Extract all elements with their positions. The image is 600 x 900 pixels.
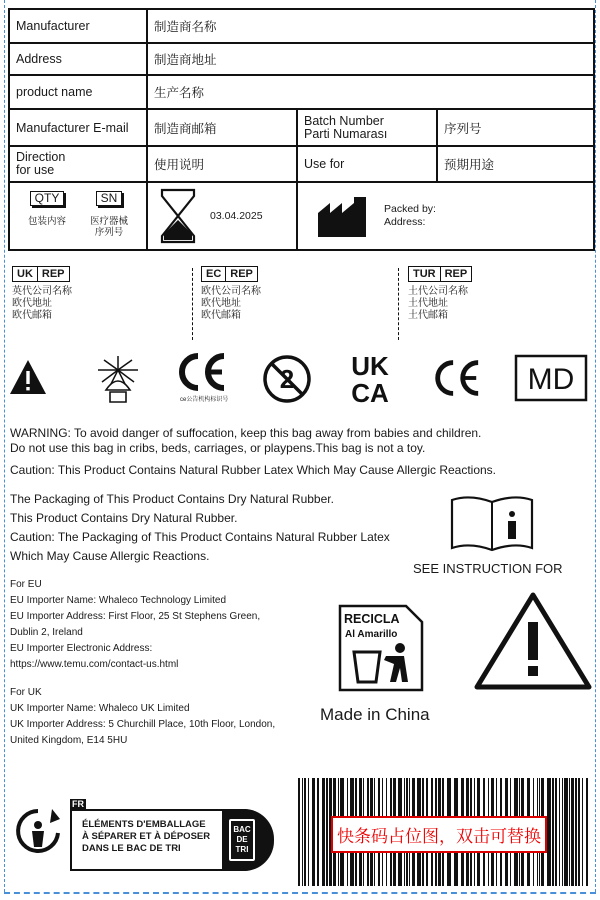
expiry-cell <box>147 182 297 250</box>
sn-caption-2: 序列号 <box>94 227 124 238</box>
sn-caption-1: 医疗器械 <box>89 216 128 227</box>
dry-rubber-line-1: The Packaging of This Product Contains Dry Natural Rubber. <box>10 492 334 506</box>
rep-divider <box>398 268 399 340</box>
triman-icon <box>12 805 64 857</box>
packed-address: Address: <box>384 216 426 228</box>
eu-importer-address-1: EU Importer Address: First Floor, 25 St Stephens Green, <box>10 611 261 622</box>
keep-away-from-sunlight-icon <box>90 352 146 404</box>
packer-cell <box>297 182 594 250</box>
barcode-bar <box>312 778 315 886</box>
tur-rep-line: 土代地址 <box>408 298 448 309</box>
use-for-label: Use for <box>297 146 437 182</box>
ec-rep-line: 欧代公司名称 <box>201 286 261 297</box>
barcode-bar <box>326 778 328 886</box>
uk-importer-block <box>10 685 275 749</box>
svg-text:Al Amarillo: Al Amarillo <box>345 629 398 640</box>
email-value: 制造商邮箱 <box>147 109 297 146</box>
uk-rep-line: 英代公司名称 <box>12 286 72 297</box>
batch-label-en: Batch Number <box>304 113 384 128</box>
packed-by: Packed by: <box>384 203 436 215</box>
dry-rubber-line-3: Caution: The Packaging of This Product Contains Natural Rubber Latex <box>10 530 390 544</box>
see-instruction-caption: SEE INSTRUCTION FOR <box>413 561 563 576</box>
uk-importer-heading: For UK <box>10 687 42 698</box>
product-name-value: 生产名称 <box>147 75 594 109</box>
email-label: Manufacturer E-mail <box>9 109 147 146</box>
manufacturer-label: Manufacturer <box>9 9 147 43</box>
address-label: Address <box>9 43 147 75</box>
barcode-bar <box>559 778 560 886</box>
barcode-bar <box>308 778 309 886</box>
dry-rubber-line-4: Which May Cause Allergic Reactions. <box>10 549 210 563</box>
tur-rep-block <box>408 266 472 322</box>
ce-notified-body-caption: ce公告机构标识号 <box>180 397 229 403</box>
svg-text:2: 2 <box>279 364 295 394</box>
product-name-label: product name <box>9 75 147 109</box>
barcode-bar <box>555 778 557 886</box>
uk-importer-address-2: United Kingdom, E14 5HU <box>10 735 128 746</box>
barcode-bar <box>571 778 574 886</box>
sn-symbol-group <box>90 191 128 247</box>
uk-rep-block <box>12 266 72 322</box>
suffocation-line-1: WARNING: To avoid danger of suffocation, keep this bag away from babies and children. <box>10 426 482 440</box>
suffocation-warning <box>10 426 481 456</box>
address-value: 制造商地址 <box>147 43 594 75</box>
svg-text:MD: MD <box>527 363 575 396</box>
eu-importer-url: https://www.temu.com/contact-us.html <box>10 659 179 670</box>
barcode-bar <box>586 778 588 886</box>
manufacturer-info-table <box>8 8 595 251</box>
barcode-bar <box>564 778 568 886</box>
svg-text:RECICLA: RECICLA <box>344 612 400 626</box>
do-not-reuse-icon <box>262 354 312 404</box>
ec-rep-line: 欧代地址 <box>201 298 241 309</box>
ce-mark-icon <box>174 350 228 394</box>
caution-triangle-icon <box>8 358 48 396</box>
sorting-bin-icon: BAC DE TRI <box>229 819 255 861</box>
direction-label-line1: Direction <box>16 150 66 164</box>
made-in-label: Made in China <box>320 705 430 724</box>
svg-text:UK: UK <box>351 352 389 381</box>
sorting-bin-panel <box>222 809 274 871</box>
hourglass-icon <box>160 188 196 244</box>
direction-label-line2: for use <box>16 163 55 177</box>
ec-rep-badge: EC REP <box>201 266 258 282</box>
barcode-bar <box>322 778 325 886</box>
ec-rep-line: 欧代邮箱 <box>201 310 241 321</box>
dry-rubber-notice <box>10 490 390 566</box>
qty-symbol: QTY <box>30 191 65 206</box>
latex-caution: Caution: This Product Contains Natural Rubber Latex Which May Cause Allergic Reactions. <box>10 463 497 477</box>
cut-line-bottom <box>4 892 596 894</box>
info-tri-line-3: DANS LE BAC DE TRI <box>82 843 181 854</box>
eu-importer-address-2: Dublin 2, Ireland <box>10 627 83 638</box>
regulatory-symbols-row <box>8 350 593 408</box>
info-tri-line-2: À SÉPARER ET À DÉPOSER <box>82 831 211 842</box>
qty-caption: 包装内容 <box>27 216 66 227</box>
instructions-book-icon <box>448 492 536 554</box>
batch-number-label <box>297 109 437 146</box>
direction-value: 使用说明 <box>147 146 297 182</box>
medical-device-icon <box>514 354 588 402</box>
barcode-bar <box>304 778 306 886</box>
rep-divider <box>192 268 193 340</box>
barcode-bar <box>582 778 583 886</box>
batch-label-tr: Parti Numarası <box>304 126 388 141</box>
fr-country-badge: FR <box>72 799 84 809</box>
barcode-bar <box>552 778 554 886</box>
eu-importer-block <box>10 577 260 673</box>
tur-rep-badge: TUR REP <box>408 266 472 282</box>
uk-rep-line: 欧代邮箱 <box>12 310 52 321</box>
barcode-placeholder-label[interactable]: 快条码占位图，双击可替换 <box>331 816 547 853</box>
barcode-bar <box>547 778 551 886</box>
manufacturer-factory-icon <box>318 195 374 237</box>
tur-rep-line: 土代邮箱 <box>408 310 448 321</box>
manufacturer-value: 制造商名称 <box>147 9 594 43</box>
batch-number-value: 序列号 <box>437 109 594 146</box>
expiry-date: 03.04.2025 <box>210 210 263 222</box>
barcode-bar <box>569 778 570 886</box>
barcode-bar <box>562 778 563 886</box>
info-tri-line-1: ÉLÉMENTS D'EMBALLAGE <box>82 819 206 830</box>
tur-rep-line: 土代公司名称 <box>408 286 468 297</box>
cut-line-left <box>4 0 5 892</box>
uk-rep-line: 欧代地址 <box>12 298 52 309</box>
barcode-bar <box>575 778 577 886</box>
barcode-bar <box>298 778 300 886</box>
uk-importer-name: UK Importer Name: Whaleco UK Limited <box>10 703 190 714</box>
qty-sn-cell <box>9 182 147 250</box>
use-for-value: 预期用途 <box>437 146 594 182</box>
svg-text:CA: CA <box>351 378 389 404</box>
recicla-amarillo-icon <box>338 604 424 692</box>
sn-symbol: SN <box>96 191 123 206</box>
eu-importer-electronic: EU Importer Electronic Address: <box>10 643 153 654</box>
eu-importer-heading: For EU <box>10 579 42 590</box>
cut-line-right <box>595 0 596 892</box>
ec-rep-block <box>201 266 261 322</box>
direction-label <box>9 146 147 182</box>
dry-rubber-line-2: This Product Contains Dry Natural Rubber. <box>10 511 238 525</box>
barcode-bar <box>302 778 303 886</box>
uk-importer-address-1: UK Importer Address: 5 Churchill Place, 10th Floor, London, <box>10 719 276 730</box>
eu-importer-name: EU Importer Name: Whaleco Technology Limited <box>10 595 227 606</box>
qty-symbol-group <box>28 191 66 247</box>
warning-triangle-icon <box>472 590 594 692</box>
suffocation-line-2: Do not use this bag in cribs, beds, carriages, or playpens.This bag is not a toy. <box>10 441 426 455</box>
barcode-bar <box>317 778 319 886</box>
barcode-bar <box>578 778 580 886</box>
ukca-mark-icon <box>344 352 396 404</box>
ce-mark-icon <box>430 356 482 400</box>
uk-rep-badge: UK REP <box>12 266 70 282</box>
